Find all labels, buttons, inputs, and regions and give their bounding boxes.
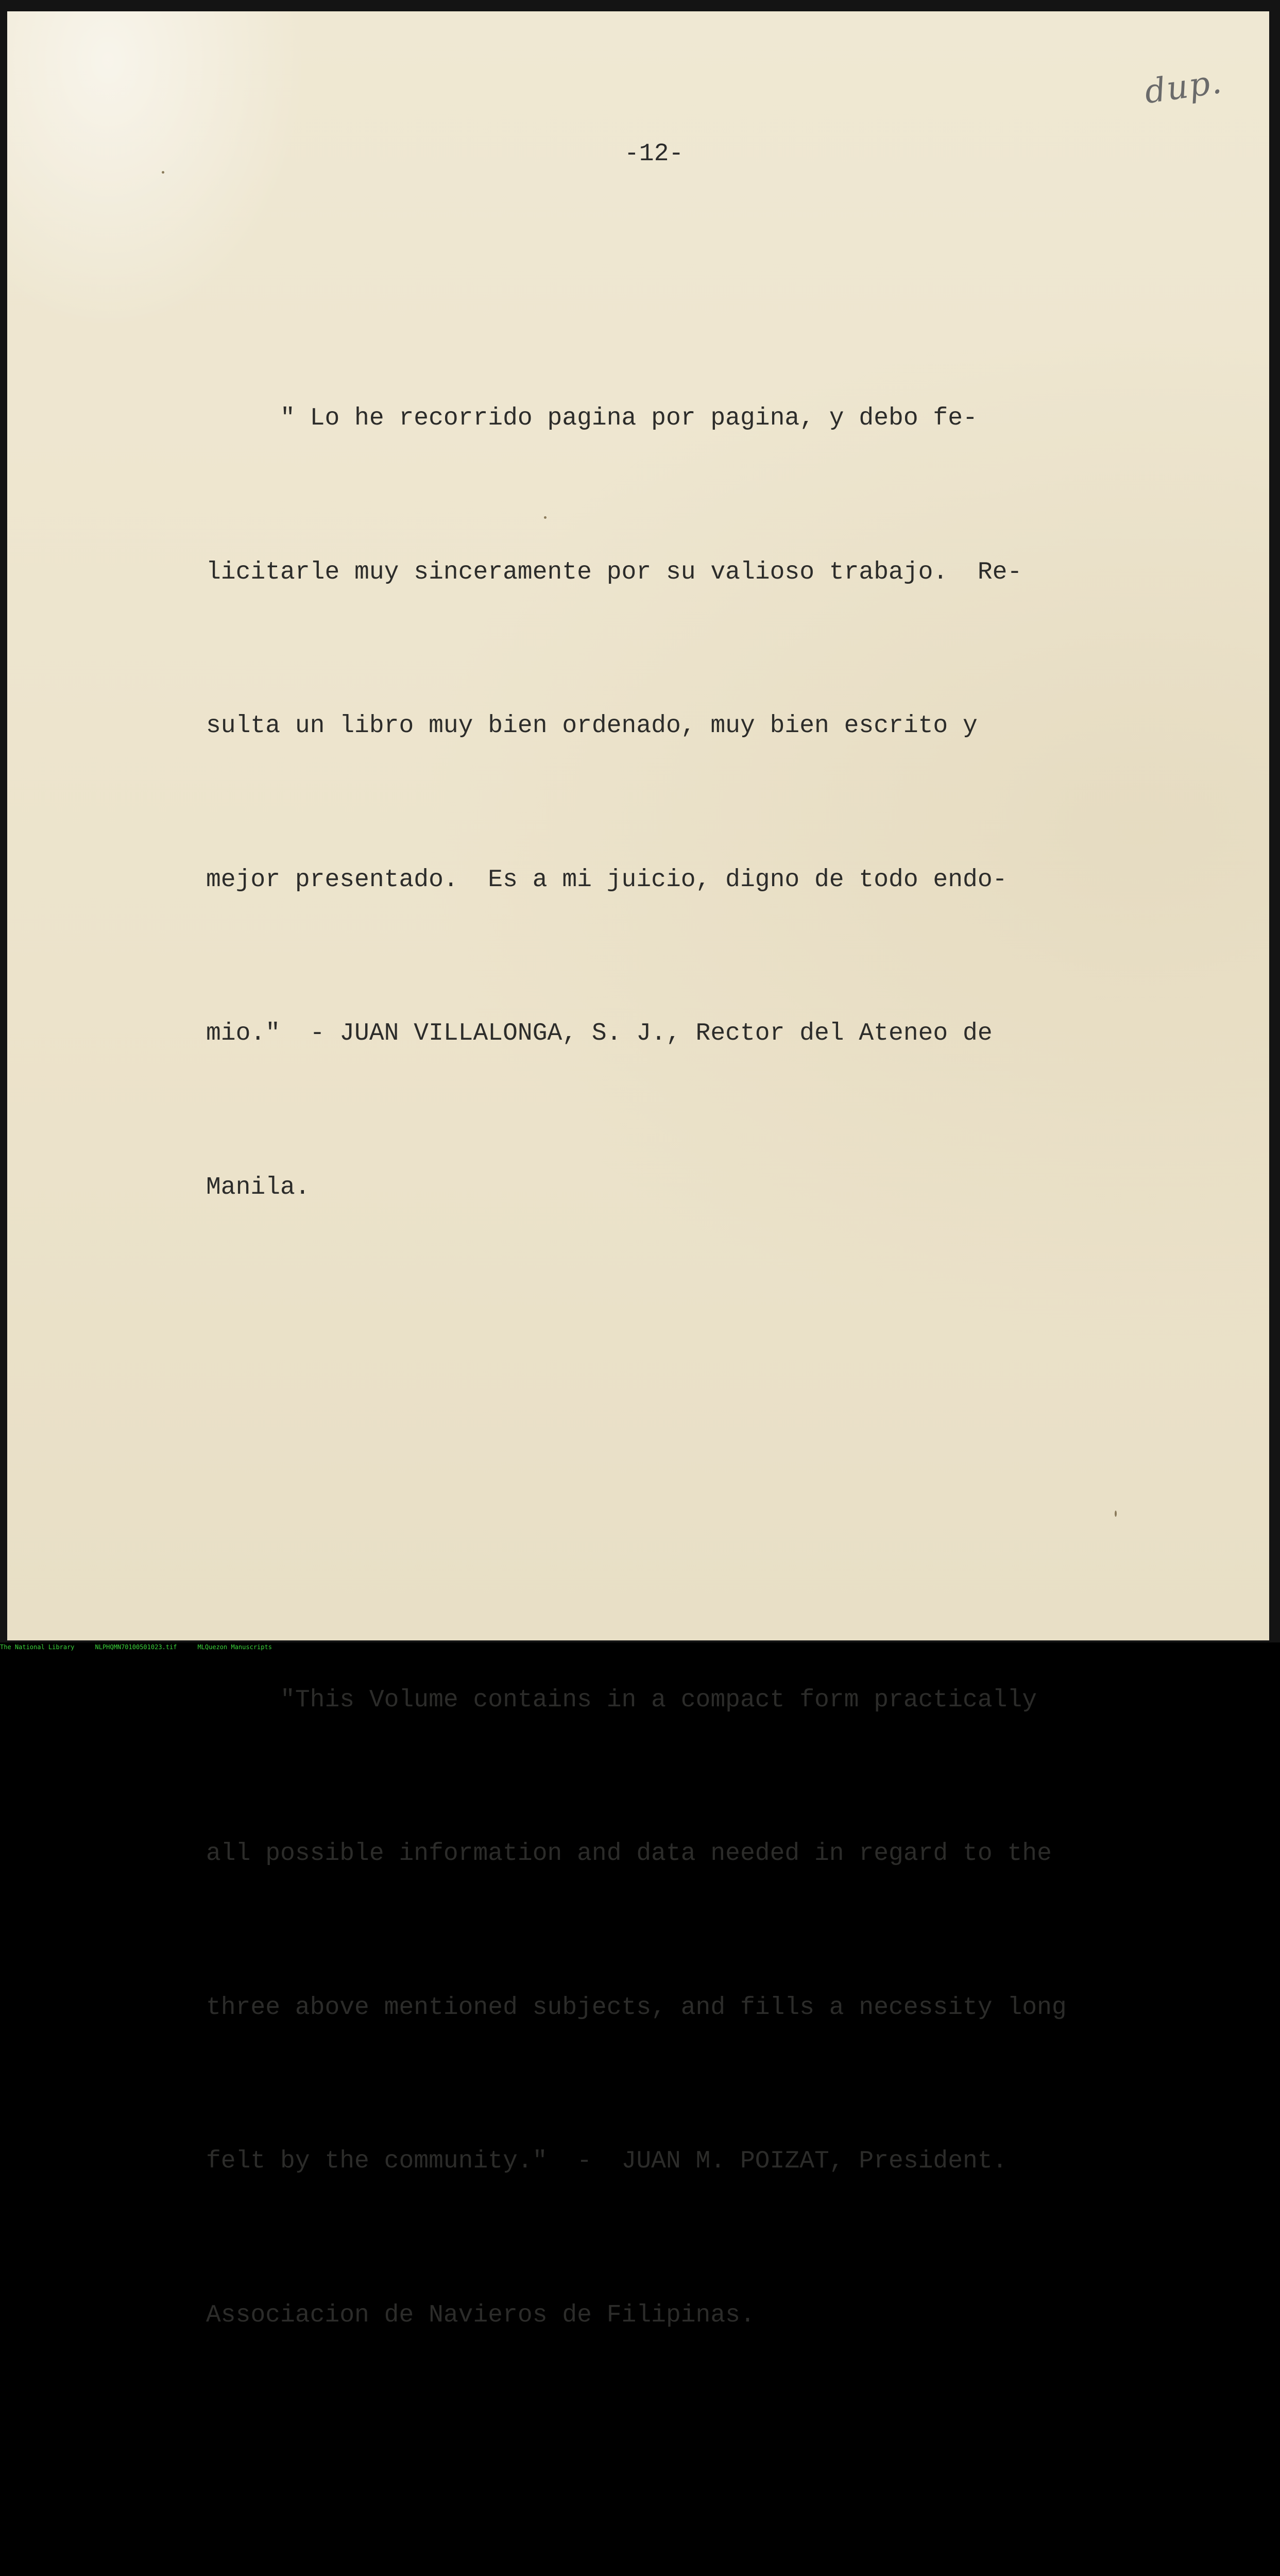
body-text xyxy=(206,188,1185,2576)
text-line: "This Volume contains in a compact form practically xyxy=(206,1686,1037,1714)
text-line: felt by the community." - JUAN M. POIZAT, President. xyxy=(206,2147,1008,2175)
handwritten-note: dup. xyxy=(1142,62,1225,112)
paper-speck xyxy=(162,171,164,174)
text-line: mio." - JUAN VILLALONGA, S. J., Rector del Ateneo de xyxy=(206,1020,993,1047)
text-line: " Lo he recorrido pagina por pagina, y debo fe- xyxy=(206,404,978,432)
text-line: Associacion de Navieros de Filipinas. xyxy=(206,2301,755,2329)
text-line: licitarle muy sinceramente por su valioso trabajo. Re- xyxy=(206,558,1022,586)
text-line: sulta un libro muy bien ordenado, muy bien escrito y xyxy=(206,712,978,740)
footer-collection: MLQuezon Manuscripts xyxy=(197,1643,272,1651)
paragraph-poizat xyxy=(206,1572,1185,2444)
page-number: -12- xyxy=(624,140,684,168)
paragraph-villalonga xyxy=(206,291,1185,1316)
paragraph-gap xyxy=(206,1418,1185,1470)
scan-footer xyxy=(0,1642,1280,1652)
footer-library: The National Library xyxy=(0,1643,75,1651)
text-line: all possible information and data needed in regard to the xyxy=(206,1840,1052,1868)
paragraph-gap xyxy=(206,2546,1185,2576)
text-line: three above mentioned subjects, and fills a necessity long xyxy=(206,1993,1067,2022)
text-line: Manila. xyxy=(206,1173,310,1201)
footer-filename: NLPHQMN70100501023.tif xyxy=(95,1643,177,1651)
text-line: mejor presentado. Es a mi juicio, digno de todo endo- xyxy=(206,866,1008,894)
